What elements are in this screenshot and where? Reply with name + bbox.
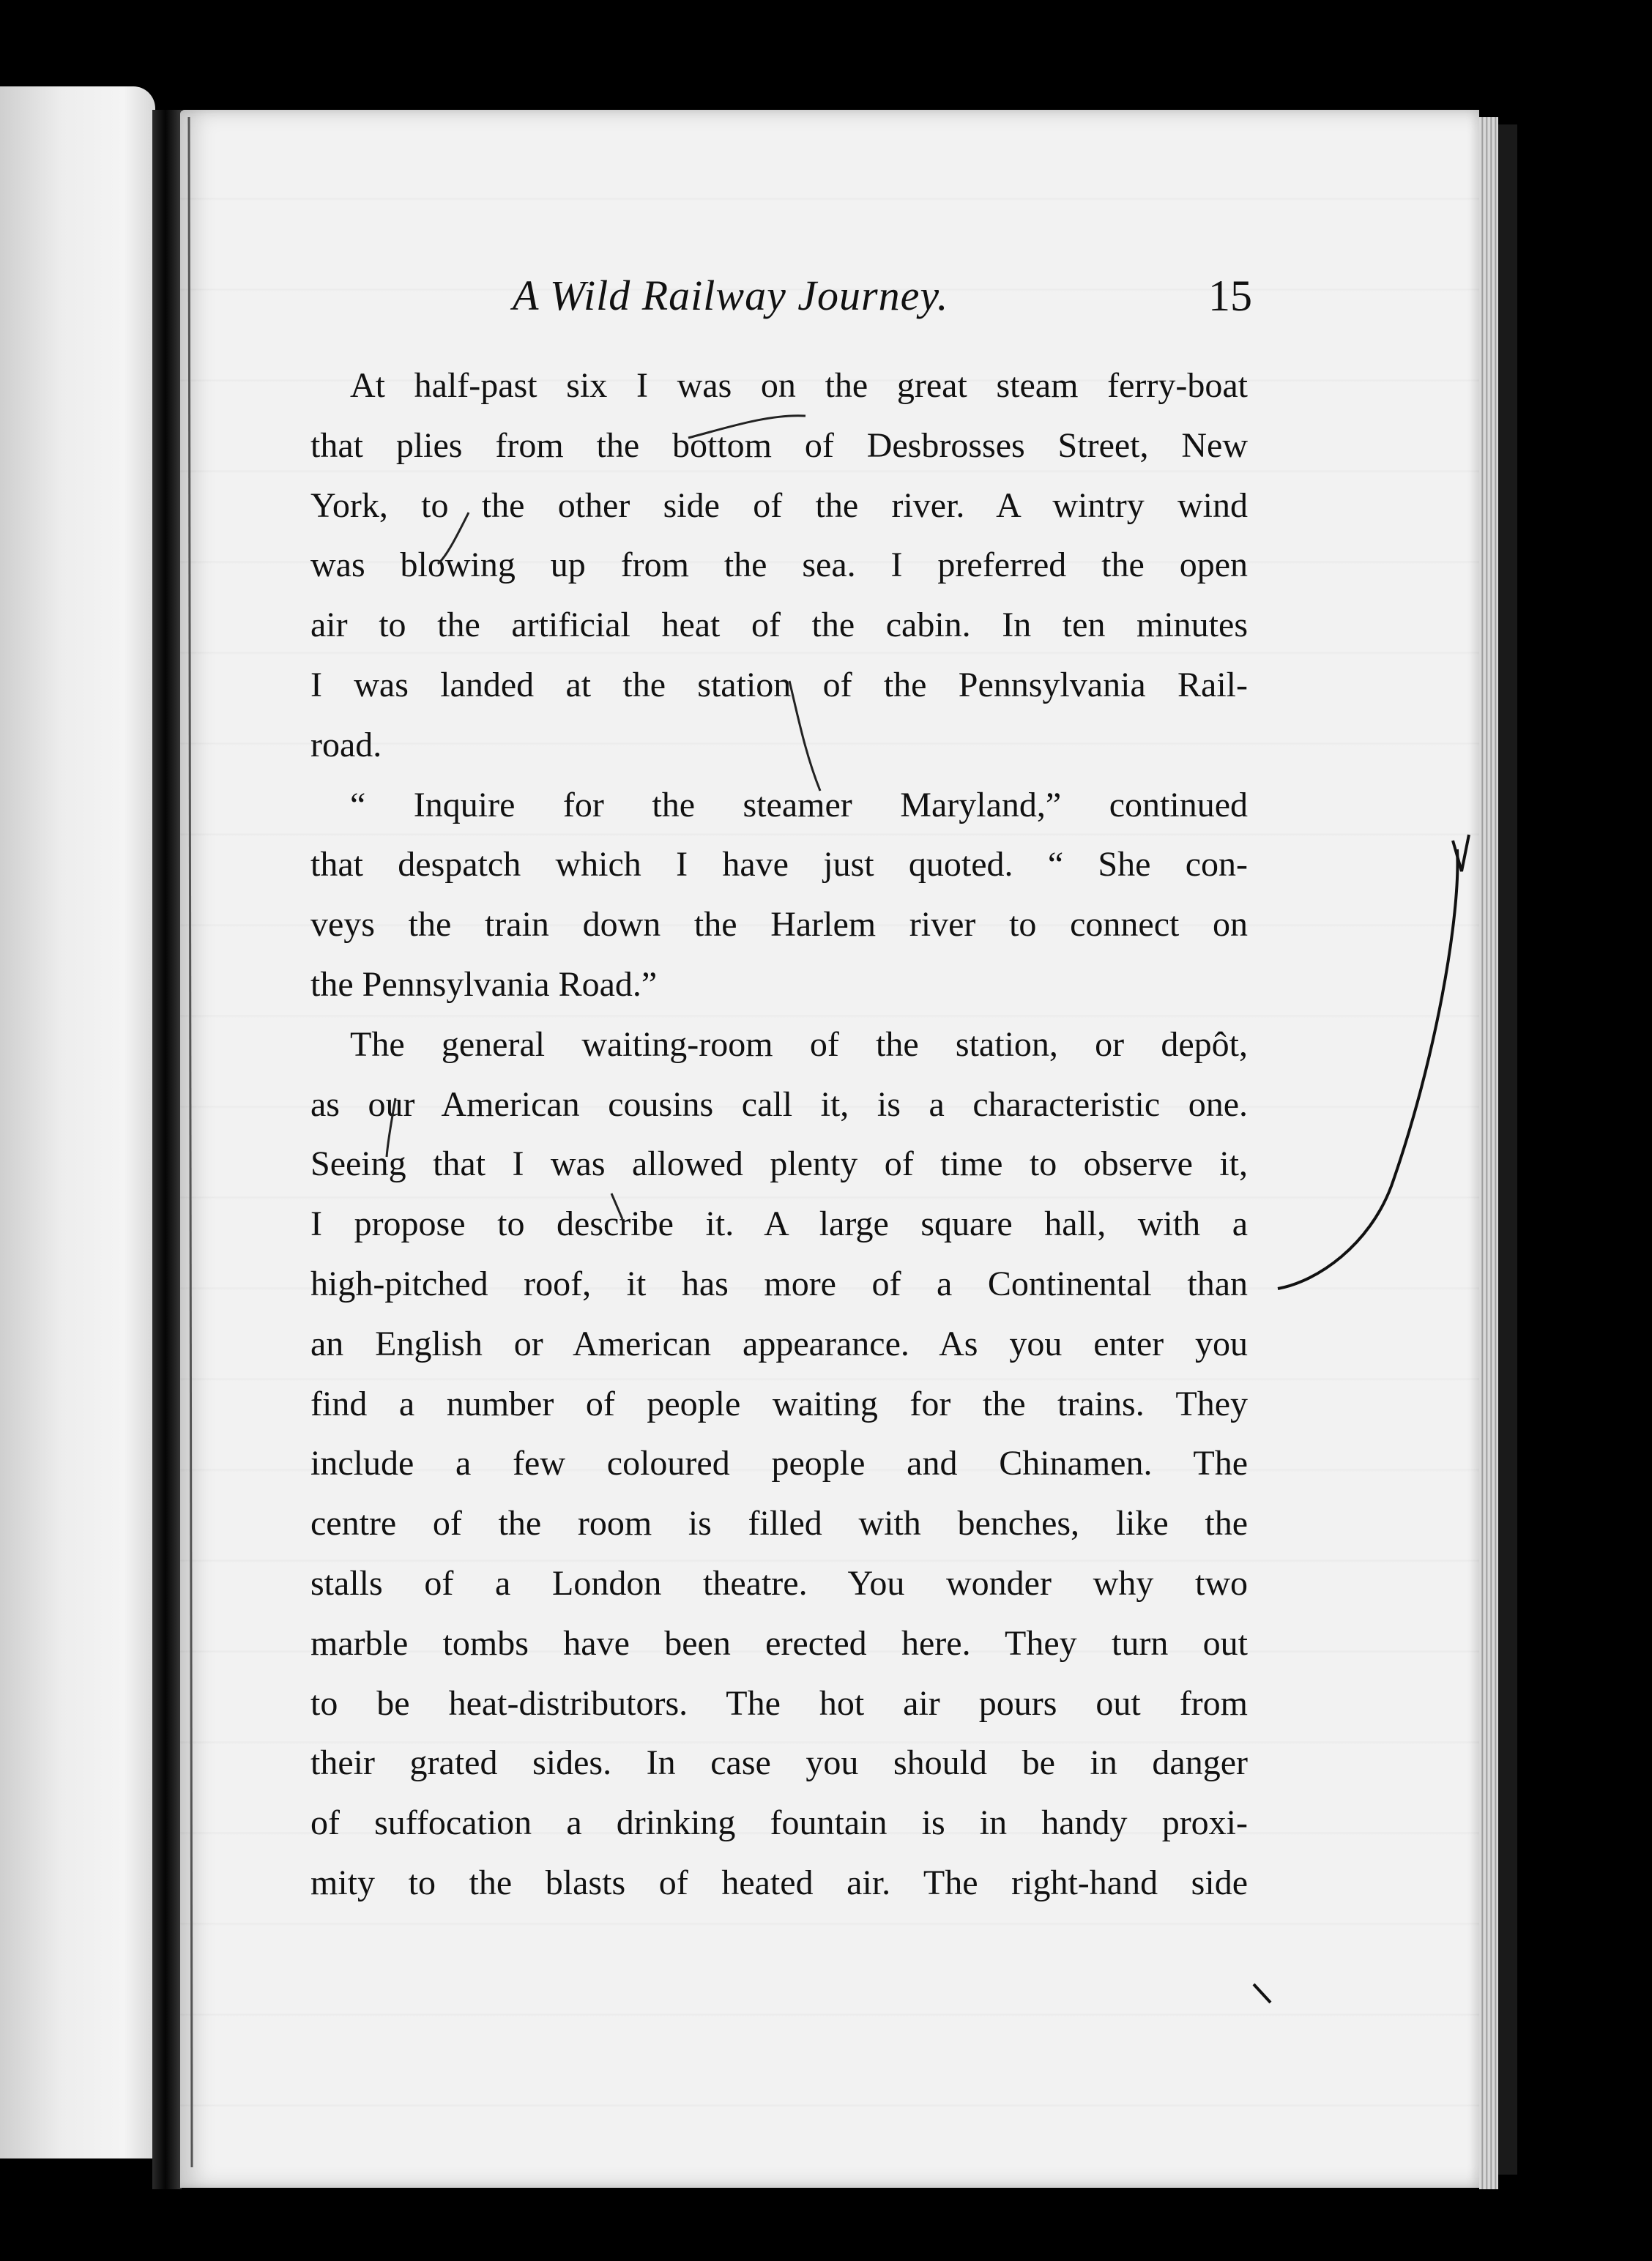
- text-line: of suffocation a drinking fountain is in handy proxi-: [310, 1803, 1248, 1843]
- text-line: their grated sides. In case you should be in danger: [310, 1743, 1248, 1783]
- paragraph: [310, 775, 1248, 1015]
- page-number: 15: [1208, 272, 1252, 320]
- body-text: [310, 356, 1248, 1913]
- text-line: I propose to describe it. A large square hall, with a: [310, 1204, 1248, 1244]
- text-line: the Pennsylvania Road.”: [310, 964, 658, 1004]
- text-line: find a number of people waiting for the trains. They: [310, 1384, 1248, 1423]
- running-header: [513, 271, 1281, 337]
- text-line: York, to the other side of the river. A wintry wind: [310, 485, 1248, 525]
- text-line: marble tombs have been erected here. They turn out: [310, 1623, 1248, 1663]
- running-title: A Wild Railway Journey.: [513, 272, 949, 319]
- text-line: At half-past six I was on the great steam ferry-boat: [350, 366, 1248, 405]
- paragraph: [310, 356, 1248, 775]
- page-stack-edge: [1479, 117, 1498, 2189]
- text-line: stalls of a London theatre. You wonder why two: [310, 1563, 1248, 1603]
- text-line: was blowing up from the sea. I preferred the open: [310, 545, 1248, 585]
- text-line: centre of the room is filled with benches, like the: [310, 1504, 1248, 1543]
- text-line: as our American cousins call it, is a characteristic one.: [310, 1084, 1248, 1124]
- text-line: I was landed at the station of the Pennsylvania Rail-: [310, 665, 1248, 704]
- book-cover-edge: [1498, 124, 1517, 2175]
- text-line: that plies from the bottom of Desbrosses Street, New: [310, 425, 1248, 465]
- book-gutter: [152, 110, 182, 2189]
- text-line: Seeing that I was allowed plenty of time to observe it,: [310, 1144, 1248, 1184]
- paragraph: [310, 1015, 1248, 1913]
- text-line: include a few coloured people and Chinamen. The: [310, 1444, 1248, 1483]
- text-line: that despatch which I have just quoted. “ She con-: [310, 845, 1248, 884]
- text-line: high-pitched roof, it has more of a Continental than: [310, 1264, 1248, 1303]
- text-line: road.: [310, 725, 382, 764]
- text-line: veys the train down the Harlem river to connect on: [310, 905, 1248, 945]
- text-line: air to the artificial heat of the cabin. In ten minutes: [310, 606, 1248, 645]
- facing-page-edge: [0, 86, 155, 2158]
- text-line: mity to the blasts of heated air. The right-hand side: [310, 1863, 1248, 1902]
- text-line: to be heat-distributors. The hot air pours out from: [310, 1683, 1248, 1723]
- text-line: The general waiting-room of the station, or depôt,: [350, 1024, 1248, 1064]
- text-line: “ Inquire for the steamer Maryland,” continued: [350, 785, 1248, 824]
- text-line: an English or American appearance. As you enter you: [310, 1324, 1248, 1363]
